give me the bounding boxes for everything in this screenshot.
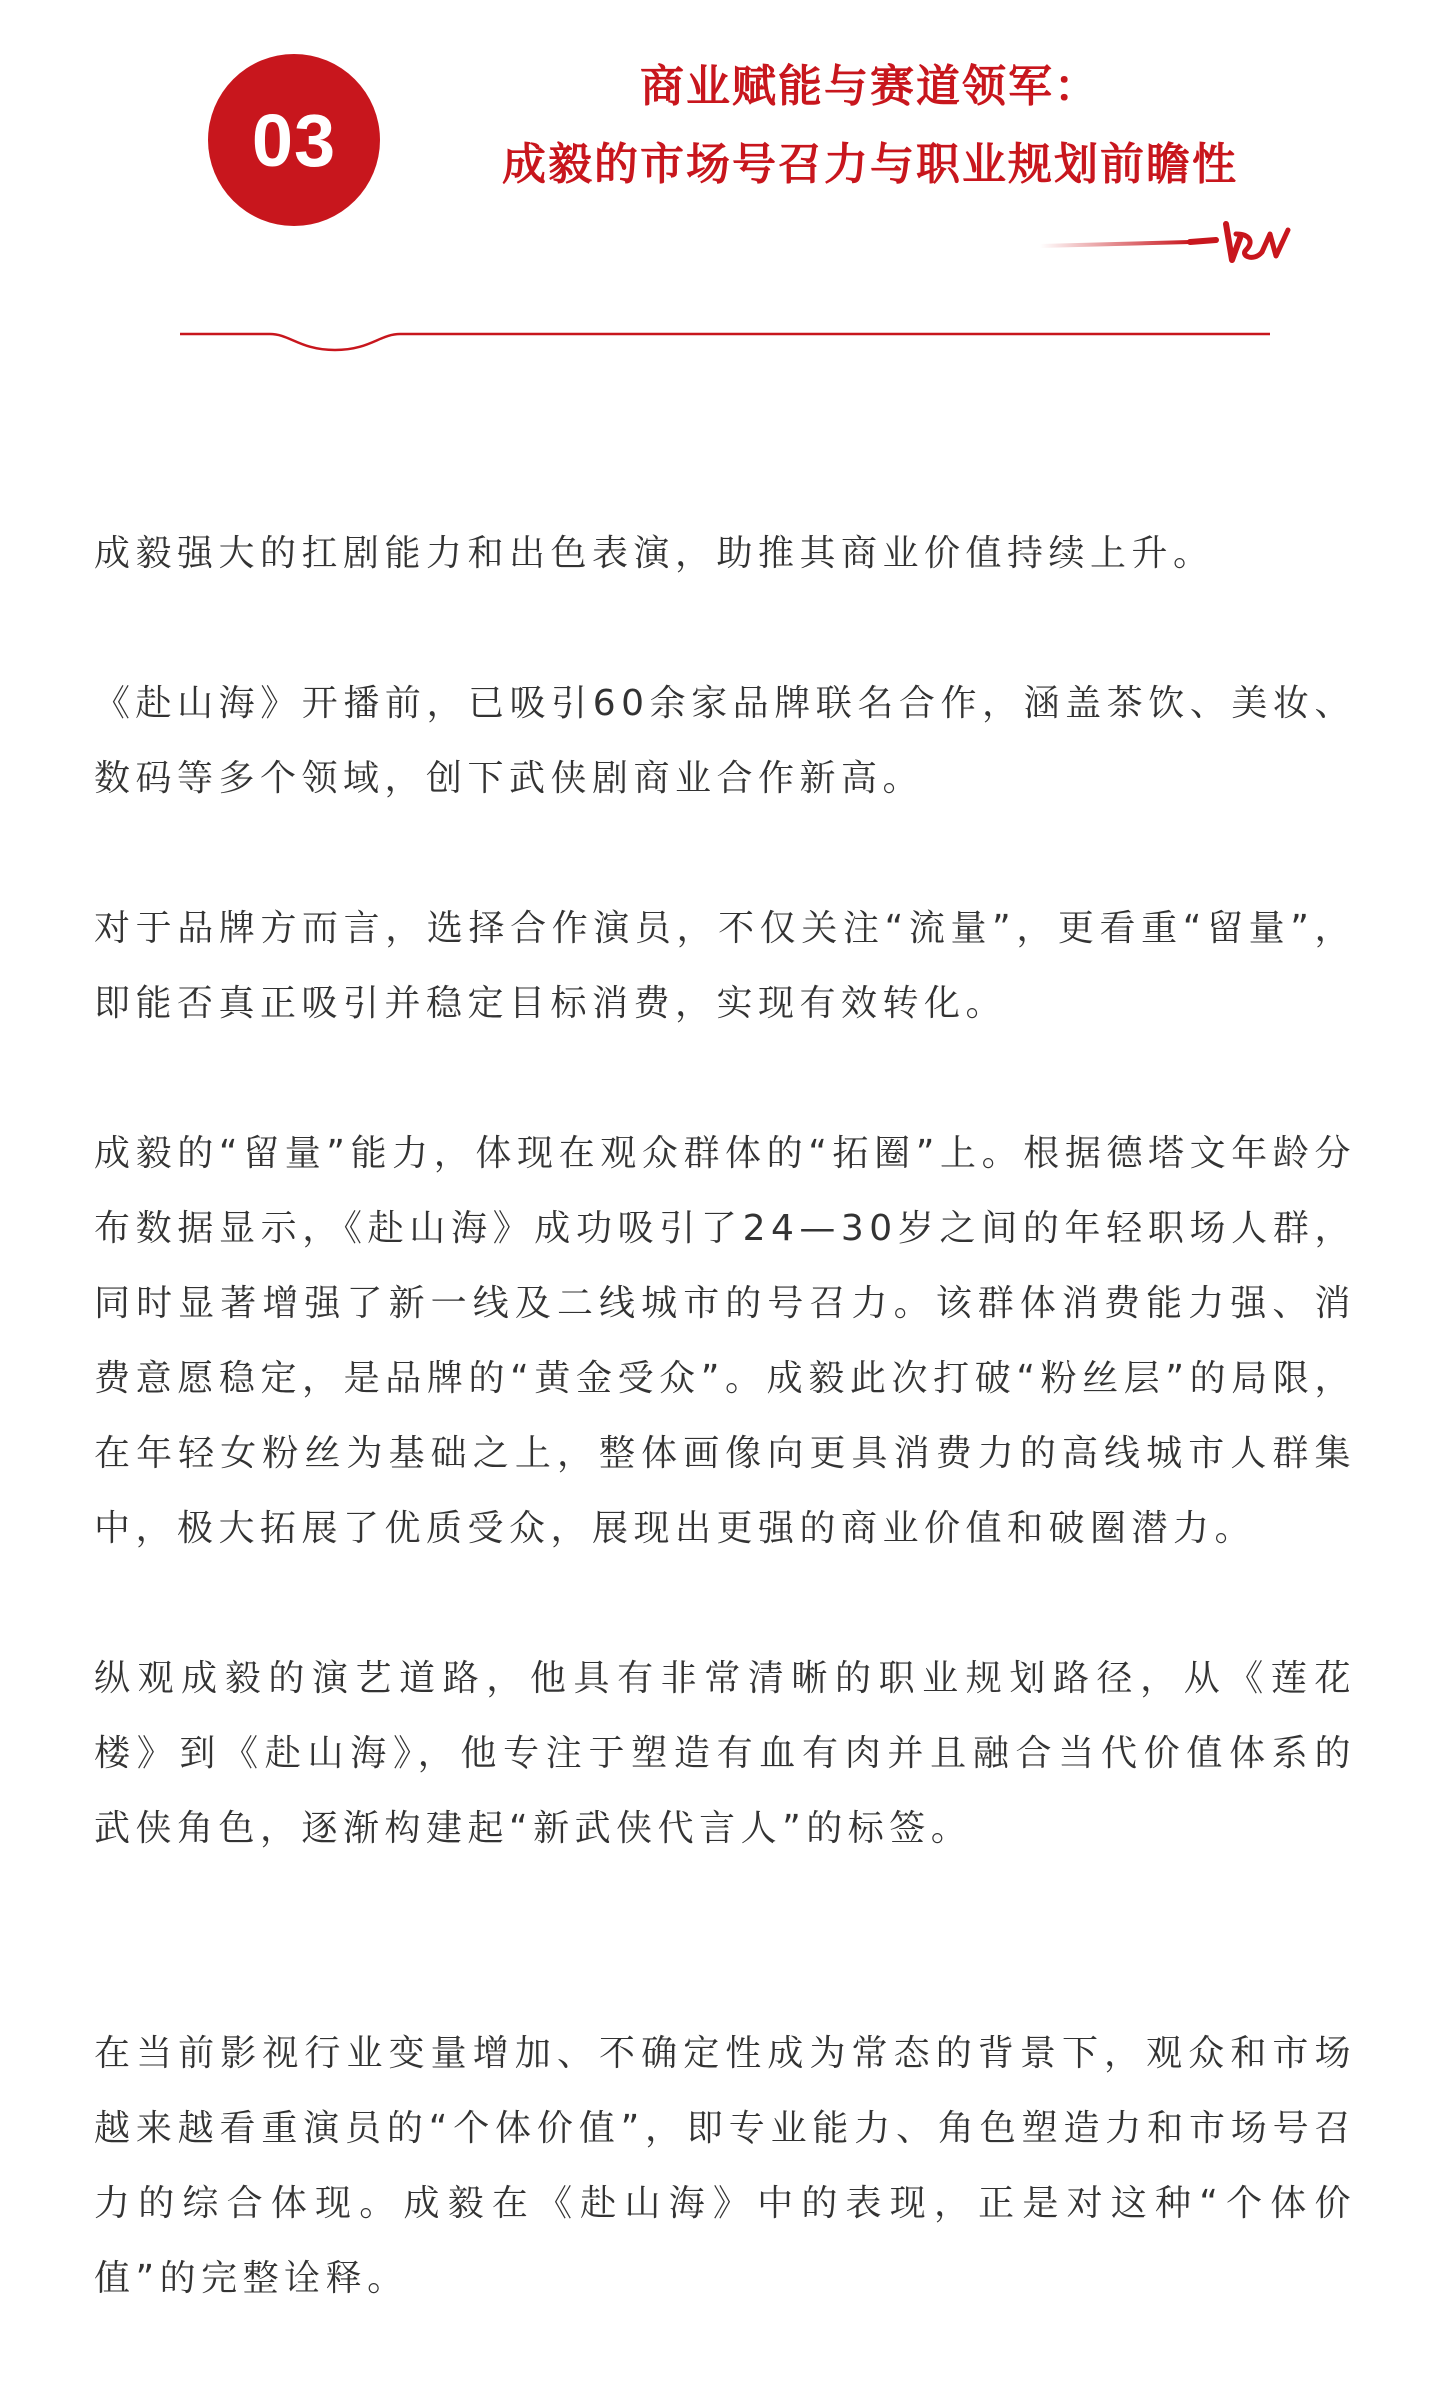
section-number: 03 (251, 98, 337, 182)
article-paragraph: 纵观成毅的演艺道路，他具有非常清晰的职业规划路径，从《莲花楼》到《赴山海》，他专注于塑造有血有肉并且融合当代价值体系的武侠角色，逐渐构建起“新武侠代言人”的标签。 (94, 1658, 1356, 1849)
section-title-line1: 商业赋能与赛道领军： (640, 61, 1100, 112)
section-header (0, 0, 1440, 360)
article-paragraph: 对于品牌方而言，选择合作演员，不仅关注“流量”，更看重“留量”，即能否真正吸引并稳定目标消费，实现有效转化。 (94, 908, 1356, 1024)
header-divider (180, 320, 1270, 360)
article-body (94, 516, 1356, 2391)
calligraphy-signature-icon (1040, 212, 1300, 282)
article-paragraph: 《赴山海》开播前，已吸引60余家品牌联名合作，涵盖茶饮、美妆、数码等多个领域，创下武侠剧商业合作新高。 (94, 683, 1356, 799)
section-title-line2: 成毅的市场号召力与职业规划前瞻性 (502, 139, 1238, 190)
article-paragraph: 成毅的“留量”能力，体现在观众群体的“拓圈”上。根据德塔文年龄分布数据显示，《赴山海》成功吸引了24—30岁之间的年轻职场人群，同时显著增强了新一线及二线城市的号召力。该群体消费能力强、消费意愿稳定，是品牌的“黄金受众”。成毅此次打破“粉丝层”的局限，在年轻女粉丝为基础之上，整体画像向更具消费力的高线城市人群集中，极大拓展了优质受众，展现出更强的商业价值和破圈潜力。 (94, 1133, 1356, 1549)
section-number-badge (208, 54, 380, 226)
article-paragraph: 在当前影视行业变量增加、不确定性成为常态的背景下，观众和市场越来越看重演员的“个体价值”，即专业能力、角色塑造力和市场号召力的综合体现。成毅在《赴山海》中的表现，正是对这种“个体价值”的完整诠释。 (94, 2033, 1356, 2299)
article-paragraph: 成毅强大的扛剧能力和出色表演，助推其商业价值持续上升。 (94, 533, 1215, 574)
